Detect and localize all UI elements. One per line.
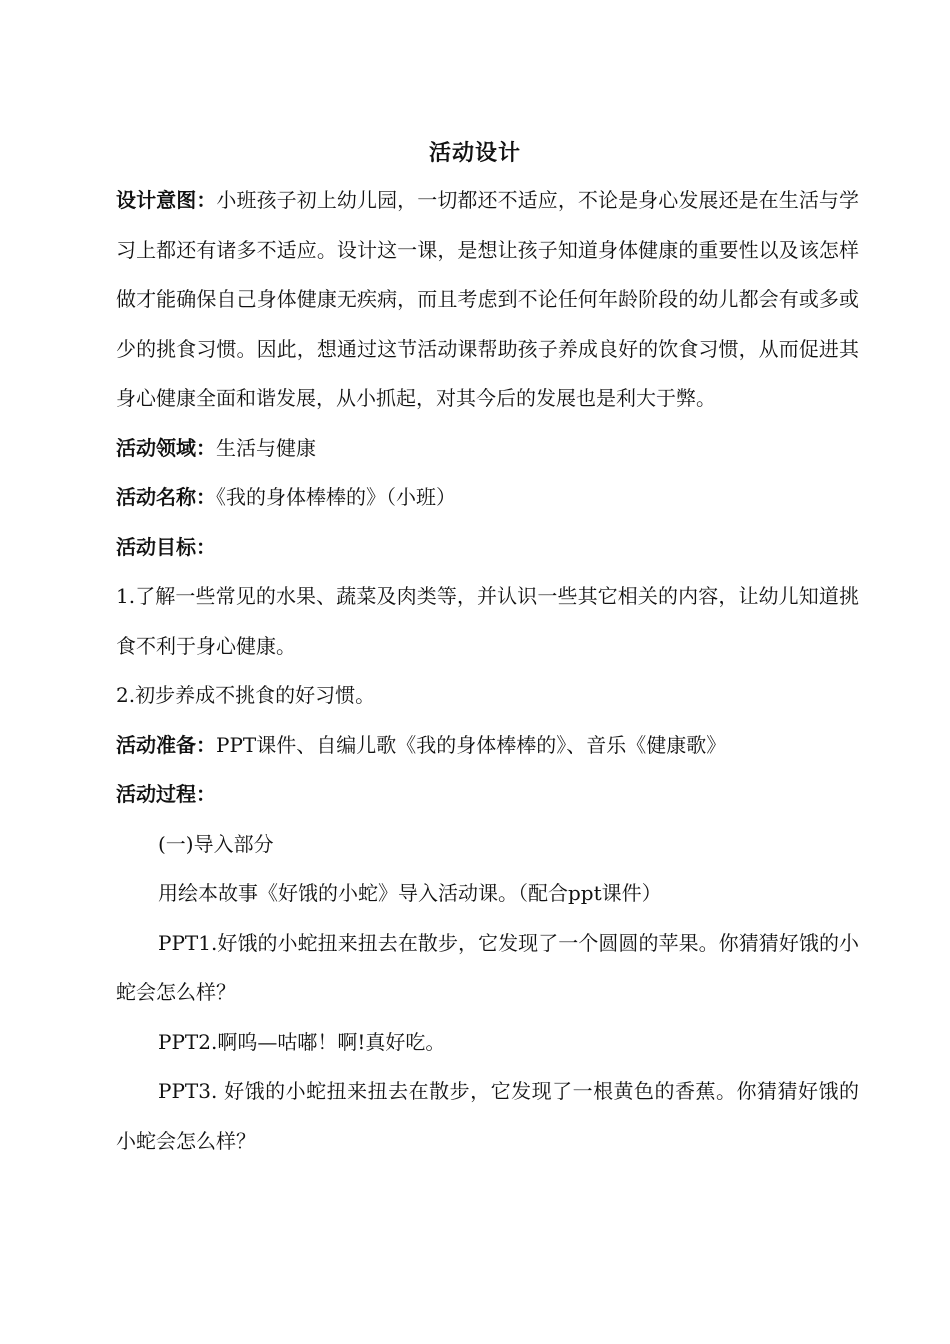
design-intent-paragraph	[116, 176, 859, 424]
activity-domain-text: 生活与健康	[216, 435, 316, 460]
activity-domain-label: 活动领域：	[116, 435, 216, 460]
page-title: 活动设计	[428, 140, 521, 166]
process-paragraph-1: 用绘本故事《好饿的小蛇》导入活动课。（配合ppt课件）	[158, 881, 662, 905]
activity-name-label: 活动名称：	[116, 485, 216, 509]
document-body	[116, 176, 859, 1166]
design-intent-text: 小班孩子初上幼儿园，一切都还不适应，不论是身心发展还是在生活与学习上都还有诸多不适应。设计这一课，是想让孩子知道身体健康的重要性以及该怎样做才能确保自己身体健康无疾病，而且考虑到不论任何年龄阶段的幼儿都会有或多或少的挑食习惯。因此，想通过这节活动课帮助孩子养成良好的饮食习惯，从而促进其身心健康全面和谐发展，从小抓起，对其今后的发展也是利大于弊。	[116, 188, 860, 410]
goal-item-2: 2.初步养成不挑食的好习惯。	[116, 683, 376, 707]
design-intent-label: 设计意图：	[116, 188, 217, 212]
process-paragraph-2: PPT1.好饿的小蛇扭来扭去在散步，它发现了一个圆圆的苹果。你猜猜好饿的小蛇会怎么样？	[116, 930, 859, 1004]
goal-item-1: 1.了解一些常见的水果、蔬菜及肉类等，并认识一些其它相关的内容，让幼儿知道挑食不利于身心健康。	[116, 584, 859, 658]
process-paragraph-4: PPT3. 好饿的小蛇扭来扭去在散步，它发现了一根黄色的香蕉。你猜猜好饿的小蛇会怎么样？	[116, 1079, 859, 1153]
activity-name-text: 《我的身体棒棒的》（小班）	[216, 485, 456, 509]
activity-domain-paragraph	[116, 424, 859, 474]
activity-preparation-paragraph	[116, 721, 859, 771]
process-paragraph-3: PPT2.啊呜—咕嘟！啊!真好吃。	[158, 1029, 446, 1054]
activity-process-label: 活动过程：	[116, 782, 216, 806]
activity-preparation-label: 活动准备：	[116, 732, 216, 757]
process-section-title: (一)导入部分	[158, 831, 274, 856]
activity-preparation-text: PPT课件、自编儿歌《我的身体棒棒的》、音乐《健康歌》	[216, 732, 727, 757]
activity-goals-label: 活动目标：	[116, 534, 216, 559]
activity-name-paragraph	[116, 473, 859, 523]
